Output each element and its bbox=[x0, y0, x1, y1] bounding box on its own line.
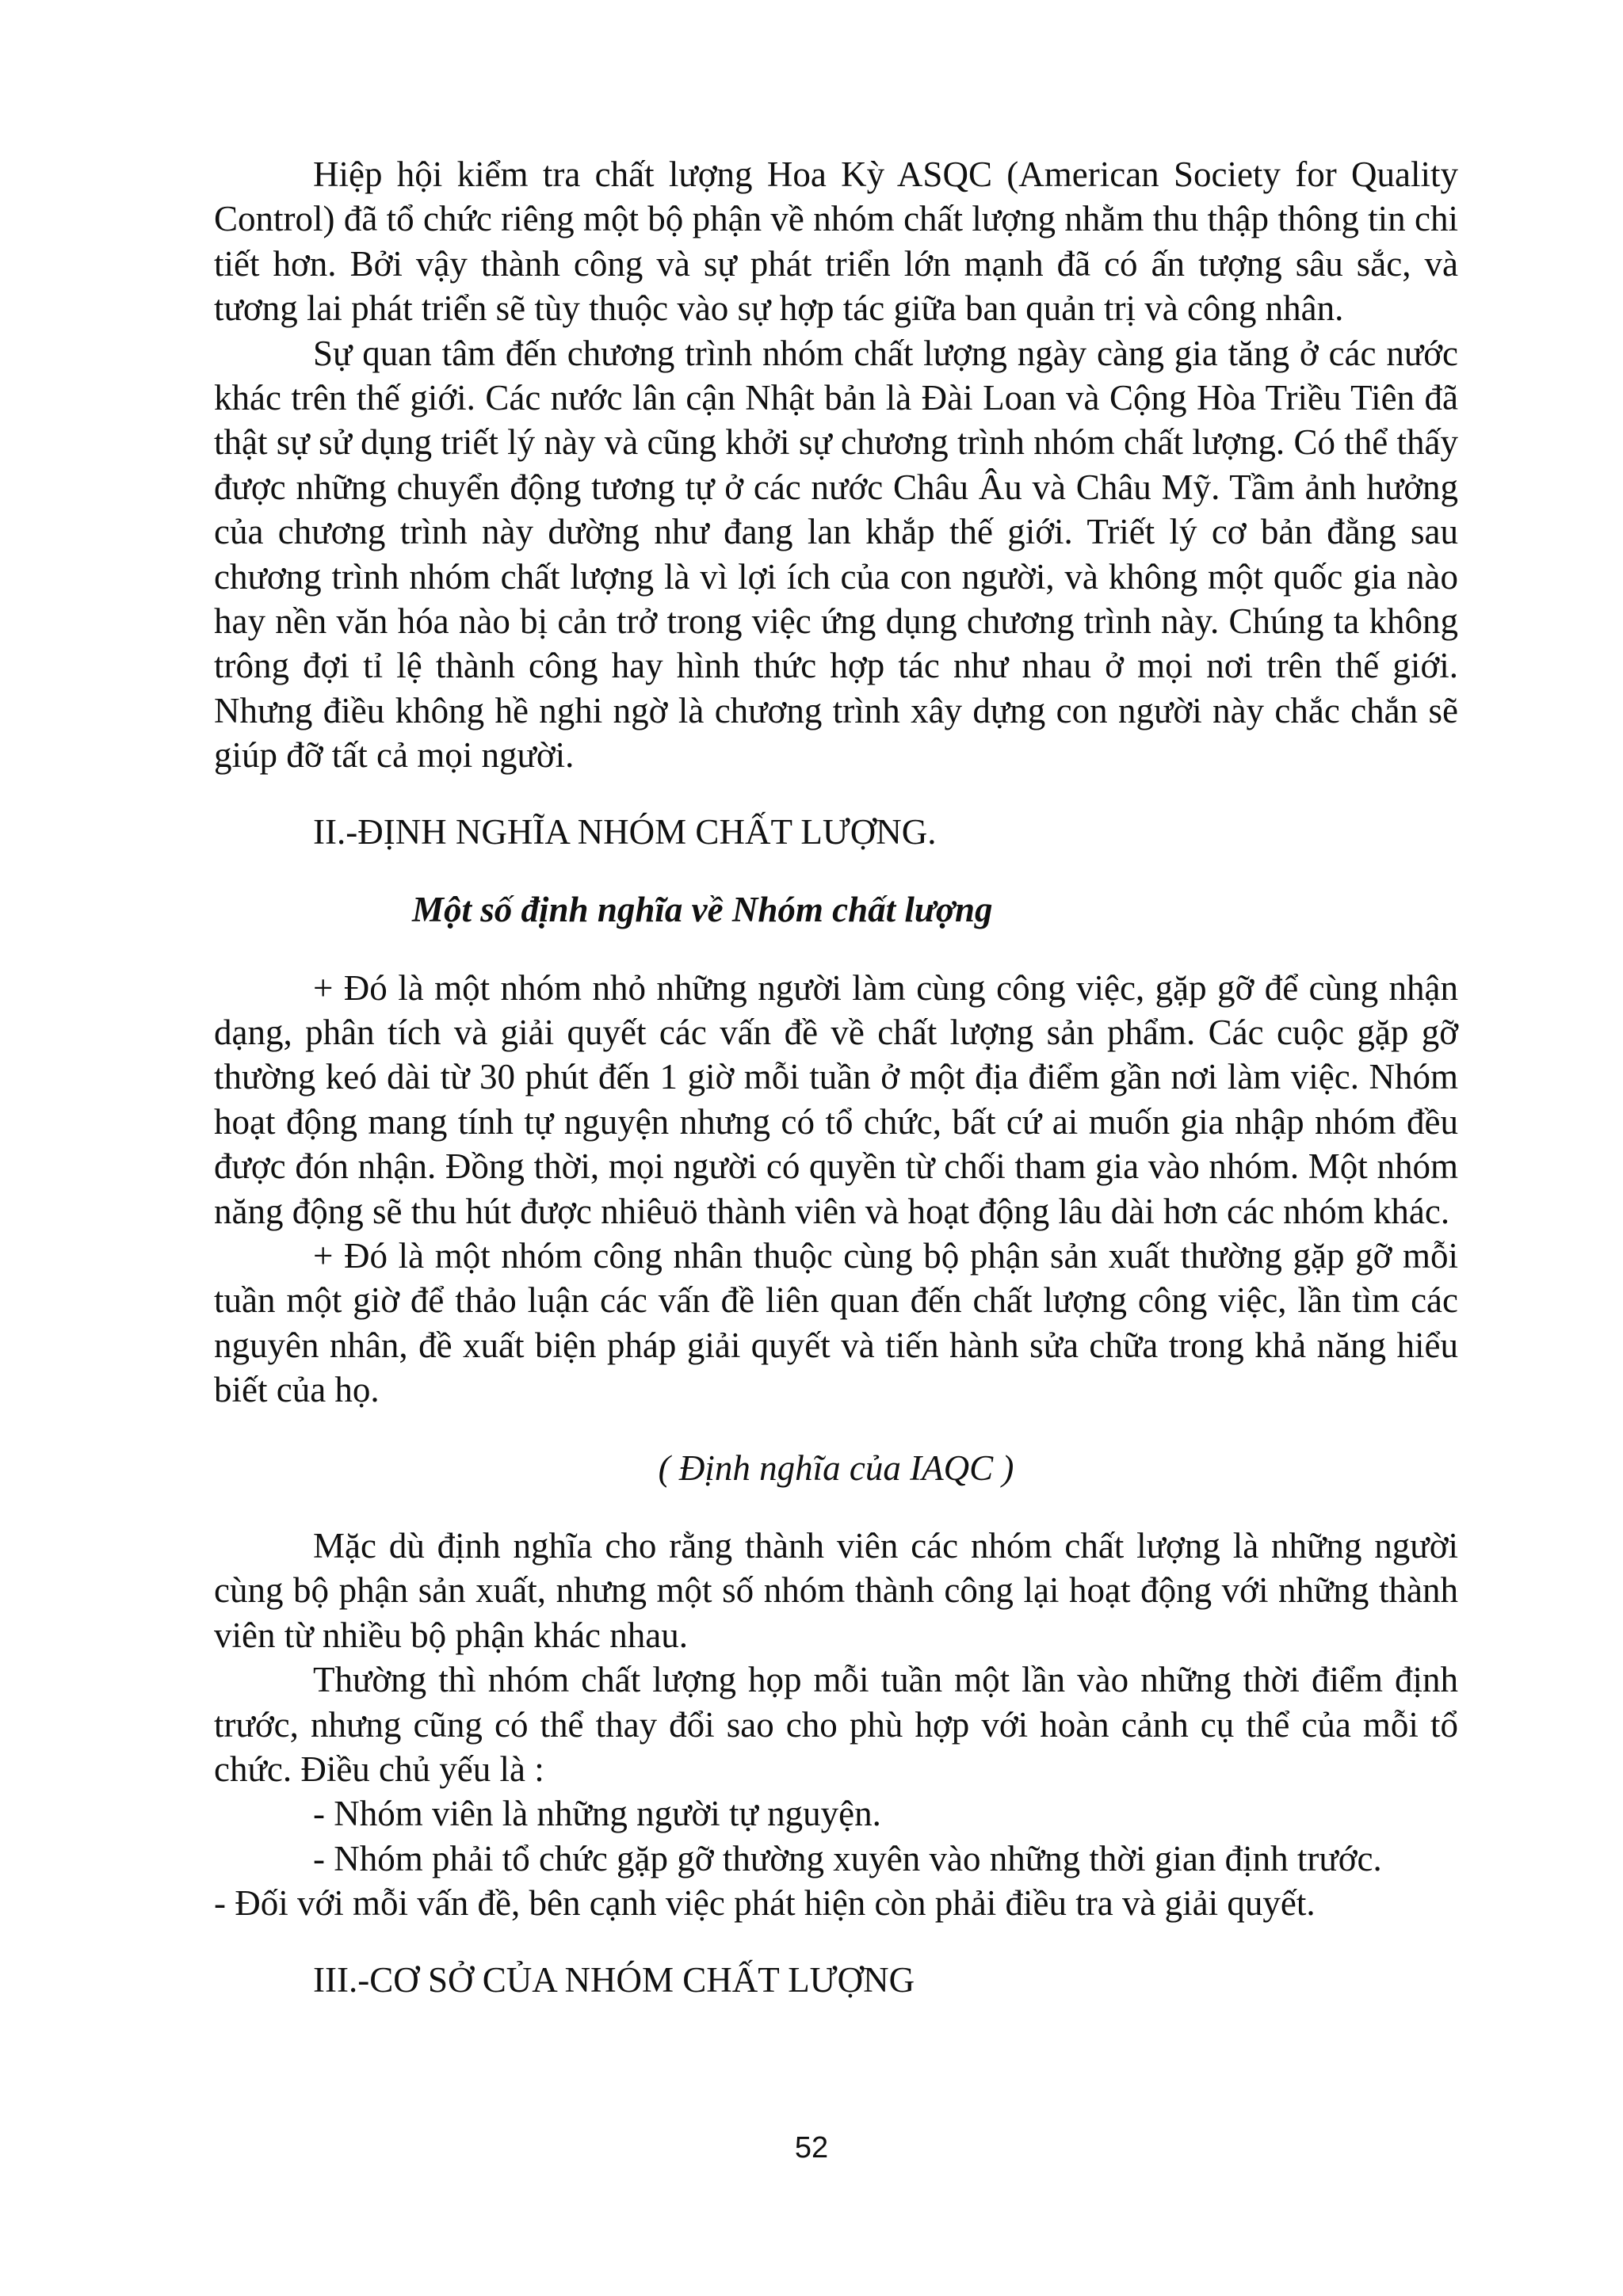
paragraph-asqc: Hiệp hội kiểm tra chất lượng Hoa Kỳ ASQC (American Society for Quality Control) đã tổ chức riêng một bộ phận về nhóm chất lượng nhằm thu thập thông tin chi tiết hơn. Bởi vậy thành công và sự phát triển lớn mạnh đã có ấn tượng sâu sắc, và tương lai phát triển sẽ tùy thuộc vào sự hợp tác giữa ban quản trị và công nhân. bbox=[214, 154, 1458, 329]
definition-item-1: + Đó là một nhóm nhỏ những người làm cùng công việc, gặp gỡ để cùng nhận dạng, phân tích và giải quyết các vấn đề về chất lượng sản phẩm. Các cuộc gặp gỡ thường keó dài từ 30 phút đến 1 giờ mỗi tuần ở một địa điểm gần nơi làm việc. Nhóm hoạt động mang tính tự nguyện nhưng có tổ chức, bất cứ ai muốn gia nhập nhóm đều được đón nhận. Đồng thời, mọi người có quyền từ chối tham gia vào nhóm. Một nhóm năng động sẽ thu hút được nhiêuö thành viên và hoạt động lâu dài hơn các nhóm khác. bbox=[214, 967, 1458, 1231]
subheading-definitions: Một số định nghĩa về Nhóm chất lượng bbox=[412, 890, 993, 930]
definition-item-2: + Đó là một nhóm công nhân thuộc cùng bộ phận sản xuất thường gặp gỡ mỗi tuần một giờ để thảo luận các vấn đề liên quan đến chất lượng công việc, lần tìm các nguyên nhân, đề xuất biện pháp giải quyết và tiến hành sửa chữa trong khả năng hiểu biết của họ. bbox=[214, 1235, 1458, 1410]
paragraph-global-interest: Sự quan tâm đến chương trình nhóm chất lượng ngày càng gia tăng ở các nước khác trên thế giới. Các nước lân cận Nhật bản là Đài Loan và Cộng Hòa Triều Tiên đã thật sự sử dụng triết lý này và cũng khởi sự chương trình nhóm chất lượng. Có thể thấy được những chuyển động tương tự ở các nước Châu Âu và Châu Mỹ. Tầm ảnh hưởng của chương trình này dường như đang lan khắp thế giới. Triết lý cơ bản đằng sau chương trình nhóm chất lượng là vì lợi ích của con người, và không một quốc gia nào hay nền văn hóa nào bị cản trở trong việc ứng dụng chương trình này. Chúng ta không trông đợi tỉ lệ thành công hay hình thức hợp tác như nhau ở mọi nơi trên thế giới. Nhưng điều không hề nghi ngờ là chương trình xây dựng con người này chắc chắn sẽ giúp đỡ tất cả mọi người. bbox=[214, 333, 1458, 776]
paragraph-meeting-frequency: Thường thì nhóm chất lượng họp mỗi tuần một lần vào những thời điểm định trước, nhưng cũng có thể thay đổi sao cho phù hợp với hoàn cảnh cụ thể của mỗi tổ chức. Điều chủ yếu là : bbox=[214, 1660, 1458, 1789]
list-item-volunteers: - Nhóm viên là những người tự nguyện. bbox=[313, 1794, 881, 1834]
section-heading-foundation: III.-CƠ SỞ CỦA NHÓM CHẤT LƯỢNG bbox=[313, 1959, 915, 2000]
list-item-regular-meetings: - Nhóm phải tổ chức gặp gỡ thường xuyên vào những thời gian định trước. bbox=[313, 1838, 1382, 1878]
page-number: 52 bbox=[794, 2131, 829, 2164]
document-body bbox=[214, 152, 1458, 2035]
section-heading-definition: II.-ĐỊNH NGHĨA NHÓM CHẤT LƯỢNG. bbox=[313, 811, 937, 852]
list-item-investigate-solve: - Đối với mỗi vấn đề, bên cạnh việc phát hiện còn phải điều tra và giải quyết. bbox=[214, 1883, 1316, 1924]
paragraph-members: Mặc dù định nghĩa cho rằng thành viên các nhóm chất lượng là những người cùng bộ phận sản xuất, nhưng một số nhóm thành công lại hoạt động với những thành viên từ nhiều bộ phận khác nhau. bbox=[214, 1525, 1458, 1655]
definition-source-note: ( Định nghĩa của IAQC ) bbox=[658, 1447, 1014, 1488]
